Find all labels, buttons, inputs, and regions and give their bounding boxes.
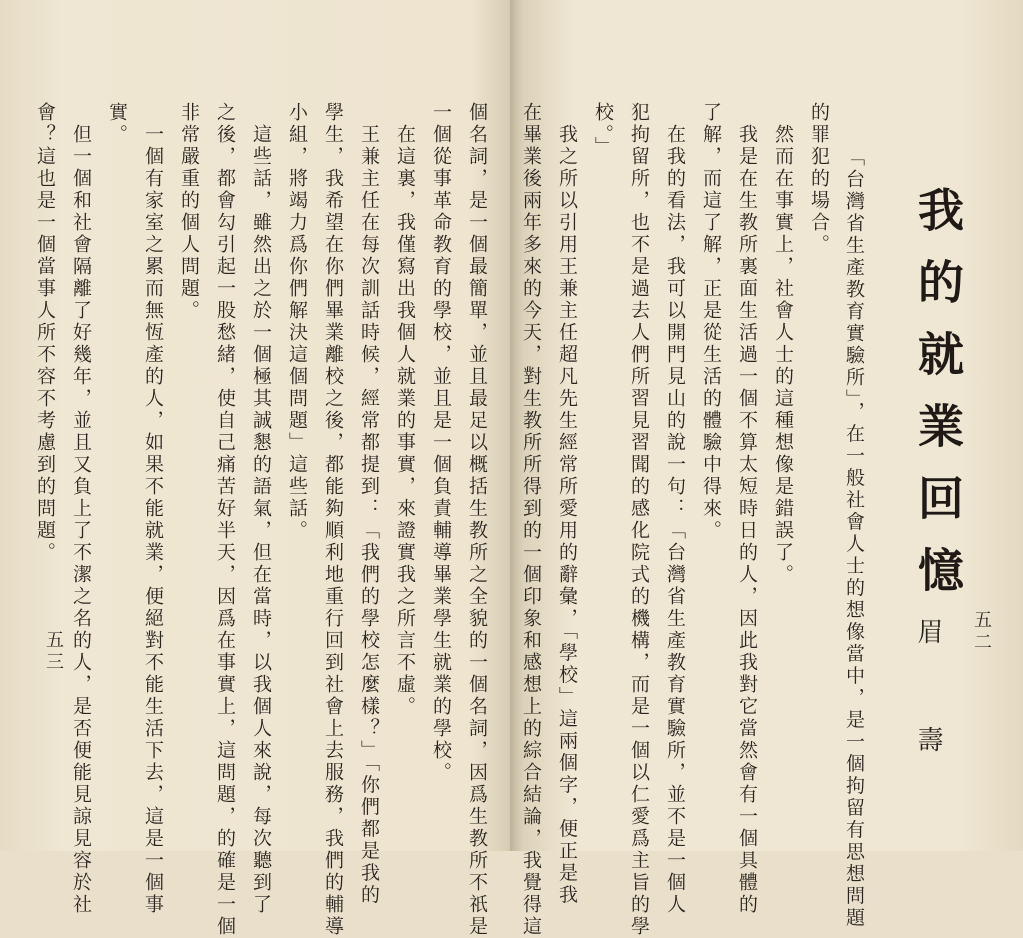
text-column: 了解，而這了解，正是從生活的體驗中得來。	[700, 102, 722, 542]
text-column: 小組，將竭力爲你們解決這個問題」這些話。	[286, 102, 308, 542]
text-column: 的罪犯的場合。	[808, 102, 830, 256]
text-column: 校。」	[592, 102, 614, 159]
text-column: 然而在事實上，社會人士的這種想像是錯誤了。	[772, 102, 794, 586]
text-column: 學生，我希望在你們畢業離校之後，都能夠順利地重行回到社會上去服務，我們的輔導	[322, 102, 344, 938]
text-column: 一個有家室之累而無恆產的人，如果不能就業，便絕對不能生活下去，這是一個事	[142, 102, 164, 916]
text-column: 但一個和社會隔離了好幾年，並且又負上了不潔之名的人，是否便能見諒見容於社	[70, 102, 92, 916]
text-column: 之後，都會勾引起一股愁緒，使自己痛苦好半天，因爲在事實上，這問題，的確是一個	[214, 102, 236, 938]
text-column: 非常嚴重的個人問題。	[178, 102, 200, 322]
text-column: 王兼主任在每次訓話時候，經常都提到：「我們的學校怎麼樣？」「你們都是我的	[358, 102, 380, 907]
text-column: 我是在生教所裏面生活過一個不算太短時日的人，因此我對它當然會有一個具體的	[736, 102, 758, 916]
text-column: 犯拘留所，也不是過去人們所習見習聞的感化院式的機構，而是一個以仁愛爲主旨的學	[628, 102, 650, 938]
right-page	[512, 0, 1023, 938]
text-column: 在這裏，我僅寫出我個人就業的事實，來證實我之所言不虛。	[394, 102, 416, 718]
text-column: 我之所以引用王兼主任超凡先生經常所愛用的辭彙，「學校」這兩個字，便正是我	[556, 102, 578, 907]
text-column: 這些話，雖然出之於一個極其誠懇的語氣，但在當時，以我個人來說，每次聽到了	[250, 102, 272, 916]
page-number: 五二	[971, 610, 992, 654]
text-column: 實。	[106, 102, 128, 146]
article-author: 眉 壽	[913, 618, 943, 780]
text-column: 個名詞，是一個最簡單，並且最足以概括生教所之全貌的一個名詞，因爲生教所不祇是	[466, 102, 488, 938]
text-column: 一個從事革命教育的學校，並且是一個負責輔導畢業學生就業的學校。	[430, 102, 452, 784]
text-column: 在畢業後兩年多來的今天，對生教所所得到的一個印象和感想上的綜合結論，我覺得這	[520, 102, 542, 938]
text-column: 會？這也是一個當事人所不容不考慮到的問題。	[34, 102, 56, 564]
page-number: 五三	[43, 630, 64, 674]
article-title: 我的就業回憶	[911, 186, 965, 618]
text-column: 在我的看法，我可以開門見山的說一句：「台灣省生產教育實驗所，並不是一個人	[664, 102, 686, 916]
text-column: 「台灣省生產教育實驗所」，在一般社會人士的想像當中，是一個拘留有思想問題	[843, 147, 865, 930]
